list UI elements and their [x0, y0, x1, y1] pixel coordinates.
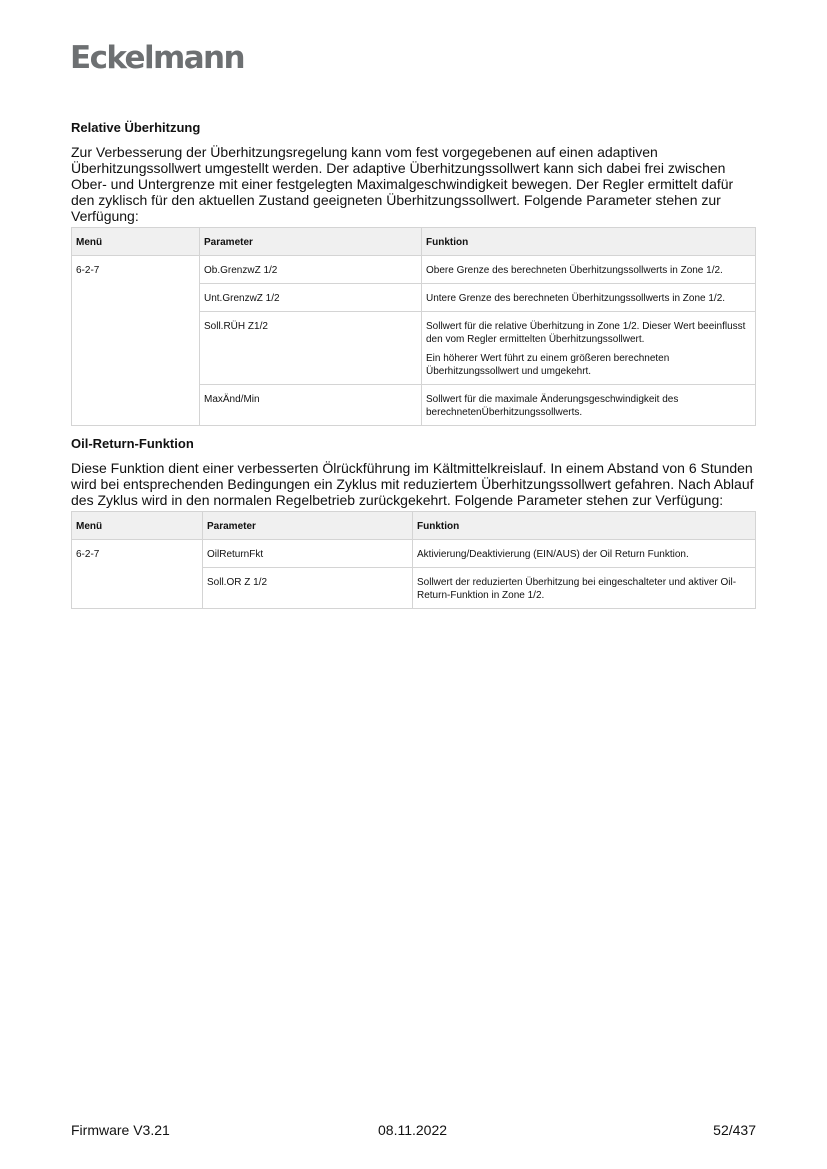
parameter-table	[71, 227, 756, 426]
function-cell	[422, 256, 756, 284]
column-header-menu: Menü	[72, 228, 200, 256]
menu-cell: 6-2-7	[72, 256, 200, 426]
function-text: Sollwert der reduzierten Überhitzung bei eingeschalteter und aktiver Oil-Return-Funktion in Zone 1/2.	[417, 577, 737, 601]
menu-cell: 6-2-7	[72, 540, 203, 609]
column-header-function: Funktion	[422, 228, 756, 256]
section-title: Relative Überhitzung	[71, 120, 201, 135]
parameter-cell: OilReturnFkt	[203, 540, 413, 568]
document-content	[71, 119, 756, 618]
parameter-table	[71, 511, 756, 609]
function-cell	[413, 568, 756, 609]
table-header-row	[72, 228, 756, 256]
parameter-cell: Ob.GrenzwZ 1/2	[200, 256, 422, 284]
column-header-menu: Menü	[72, 512, 203, 540]
parameter-cell: Unt.GrenzwZ 1/2	[200, 284, 422, 312]
section-text: Diese Funktion dient einer verbesserten Ölrückführung im Kältmittelkreislauf. In einem Abstand von 6 Stunden wird bei entsprechenden Bedingungen ein Zyklus mit reduziertem Überhitzungssollwert gefahren. Nach Ablauf des Zyklus wird in den normalen Regelbetrieb zurückgekehrt. Folgende Parameter stehen zur Verfügung:	[71, 460, 754, 508]
footer-firmware-version: Firmware V3.21	[71, 1122, 170, 1138]
section-relative-superheat	[71, 119, 756, 426]
parameter-cell: Soll.RÜH Z1/2	[200, 312, 422, 385]
section-title: Oil-Return-Funktion	[71, 436, 194, 451]
footer-page-number: 52/437	[713, 1122, 756, 1138]
function-cell	[422, 385, 756, 426]
function-text: Aktivierung/Deaktivierung (EIN/AUS) der Oil Return Funktion.	[417, 549, 689, 560]
column-header-parameter: Parameter	[203, 512, 413, 540]
table-header-row	[72, 512, 756, 540]
company-logo: Eckelmann	[70, 40, 244, 76]
parameter-cell: MaxÄnd/Min	[200, 385, 422, 426]
table-row	[72, 540, 756, 568]
column-header-function: Funktion	[413, 512, 756, 540]
column-header-parameter: Parameter	[200, 228, 422, 256]
function-text: Ein höherer Wert führt zu einem größeren berechneten Überhitzungssollwert und umgekehrt.	[426, 353, 670, 377]
function-cell	[422, 312, 756, 385]
footer-date: 08.11.2022	[378, 1122, 448, 1138]
function-cell	[422, 284, 756, 312]
function-text: Sollwert für die relative Überhitzung in Zone 1/2. Dieser Wert beeinflusst den vom Regler ermittelten Überhitzungssollwert.	[426, 321, 746, 345]
function-text: Untere Grenze des berechneten Überhitzungssollwerts in Zone 1/2.	[426, 293, 726, 304]
parameter-cell: Soll.OR Z 1/2	[203, 568, 413, 609]
function-text: Sollwert für die maximale Änderungsgeschwindigkeit des berechnetenÜberhitzungssollwerts.	[426, 394, 679, 418]
section-oil-return	[71, 435, 756, 609]
page-footer	[71, 1122, 756, 1140]
function-cell	[413, 540, 756, 568]
table-row	[72, 256, 756, 284]
function-text: Obere Grenze des berechneten Überhitzungssollwerts in Zone 1/2.	[426, 265, 723, 276]
section-text: Zur Verbesserung der Überhitzungsregelung kann vom fest vorgegebenen auf einen adaptiven Überhitzungssollwert umgestellt werden. Der adaptive Überhitzungssollwert kann sich dabei frei zwischen Ober- und Untergrenze mit einer festgelegten Maximalgeschwindigkeit bewegen. Der Regler ermittelt dafür den zyklisch für den aktuellen Zustand geeigneten Überhitzungssollwert. Folgende Parameter stehen zur Verfügung:	[71, 144, 734, 224]
